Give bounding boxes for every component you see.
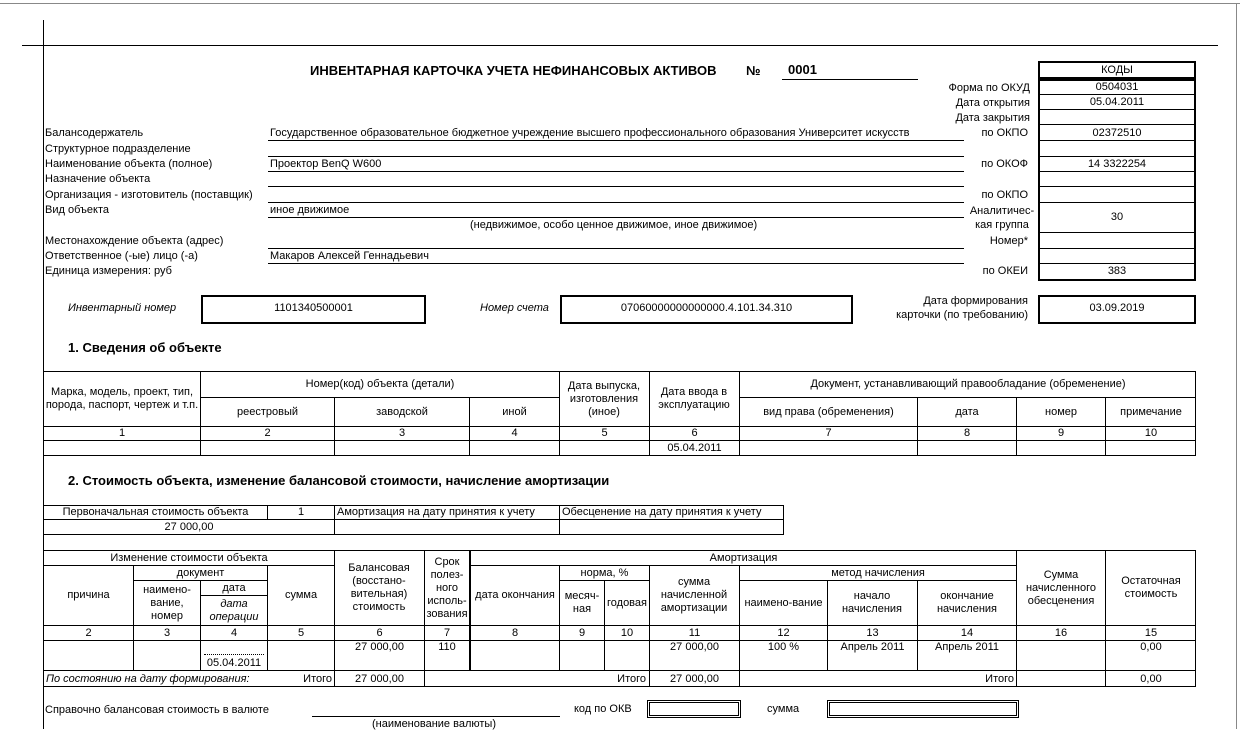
kind-value: иное движимое [270, 204, 350, 216]
t2-num: 7 [443, 626, 451, 639]
s1-col-date: дата [955, 405, 979, 418]
t2-num: 8 [511, 626, 519, 639]
t2-row-term: 110 [438, 641, 456, 653]
s1-num: 8 [963, 427, 971, 439]
field-underline [268, 140, 964, 141]
account-number: 07060000000000000.4.101.34.310 [620, 302, 793, 314]
t2-num: 6 [376, 626, 383, 639]
card-number-underline [782, 79, 918, 80]
s1-row-line [43, 440, 1196, 441]
card-number: 0001 [788, 62, 817, 77]
okud-label: Форма по ОКУД [948, 82, 1030, 94]
number-code-label: Номер* [989, 235, 1028, 247]
section1-title: 1. Сведения об объекте [68, 340, 222, 355]
initial-col-line [334, 505, 335, 535]
codes-divider [1040, 124, 1194, 125]
field-underline [268, 248, 964, 249]
t2-term: Срок полез-ного исполь-зования [426, 555, 468, 620]
t2-accrued: сумма начисленной амортизации [660, 576, 728, 614]
okei-label: по ОКЕИ [982, 265, 1028, 277]
t2-reason: причина [67, 589, 110, 601]
s1-col-brand: Марка, модель, проект, тип, порода, паспорт, чертеж и т.п. [45, 386, 199, 411]
analytic-group: 30 [1110, 211, 1124, 223]
s1-num: 4 [511, 427, 518, 439]
initial-cost-label: Первоначальная стоимость объекта [62, 506, 249, 518]
responsible-value: Макаров Алексей Геннадьевич [270, 250, 429, 262]
field-underline [268, 263, 964, 264]
t2-end-date: дата окончания [475, 589, 555, 601]
t2-col-line [1105, 550, 1106, 687]
inventory-number-label: Инвентарный номер [68, 302, 177, 314]
okpo-label: по ОКПО [981, 127, 1028, 139]
s1-col-commission: Дата ввода в эксплуатацию [658, 386, 730, 411]
codes-divider [1040, 202, 1194, 203]
currency-underline [312, 716, 560, 717]
t2-num: 12 [777, 626, 790, 639]
t2-col-line [334, 550, 335, 687]
t2-row-balance: 27 000,00 [355, 641, 404, 653]
s1-num: 6 [691, 427, 698, 439]
t2-num: 2 [85, 626, 92, 639]
codes-divider [1040, 263, 1194, 264]
field-underline [268, 156, 964, 157]
t2-num: 15 [1144, 626, 1158, 639]
okud-code: 0504031 [1095, 81, 1139, 93]
s1-num: 9 [1057, 427, 1065, 439]
field-underline [268, 186, 964, 187]
kind-hint: (недвижимое, особо ценное движимое, иное движимое) [470, 219, 758, 231]
open-date: 05.04.2011 [1089, 96, 1145, 108]
holder-label: Балансодержатель [45, 127, 144, 139]
initial-amort-label: Амортизация на дату принятия к учету [337, 506, 535, 518]
account-number-label: Номер счета [480, 302, 549, 314]
t2-document: документ [176, 566, 225, 579]
s1-commission-value: 05.04.2011 [667, 442, 722, 454]
codes-divider [1040, 186, 1194, 187]
s1-col-number: Номер(код) объекта (детали) [305, 378, 455, 390]
location-label: Местонахождение объекта (адрес) [45, 235, 224, 247]
t2-num: 9 [578, 626, 586, 639]
t2-num: 4 [230, 626, 238, 639]
okof-label: по ОКОФ [981, 158, 1028, 170]
t2-col-line [1016, 550, 1017, 687]
s1-col-line [559, 371, 560, 456]
formed-date-label-2: карточки (по требованию) [896, 309, 1028, 321]
okpo-code: 02372510 [1092, 127, 1142, 139]
t2-norm: норма, % [580, 566, 629, 579]
s1-col-other: иной [502, 405, 527, 418]
analytic-label-1: Аналитичес- [969, 205, 1035, 217]
codes-divider [1040, 156, 1194, 157]
s1-col-right: вид права (обременения) [763, 405, 894, 418]
t2-method-name: наимено-вание [744, 596, 823, 609]
codes-divider [1040, 140, 1194, 141]
s1-num: 3 [398, 427, 406, 439]
t2-date-dotted [204, 654, 264, 655]
holder-value: Государственное образовательное бюджетное учреждение высшего профессионального образования Университет искусств [270, 127, 910, 139]
page-title: ИНВЕНТАРНАЯ КАРТОЧКА УЧЕТА НЕФИНАНСОВЫХ АКТИВОВ [310, 63, 717, 78]
s1-num: 7 [825, 427, 832, 439]
t2-row-date: 05.04.2011 [206, 656, 262, 669]
t2-row-method: 100 % [767, 641, 800, 653]
currency-sum-label: сумма [767, 703, 800, 715]
analytic-label-2: кая группа [975, 219, 1029, 231]
number-sign: № [746, 63, 761, 78]
close-date-label: Дата закрытия [955, 112, 1030, 124]
t2-total-balance: 27 000,00 [355, 672, 404, 685]
currency-hint: (наименование валюты) [372, 718, 496, 730]
s1-col-reg: реестровый [236, 405, 299, 418]
formed-date: 03.09.2019 [1089, 302, 1145, 314]
t2-row-finish: Апрель 2011 [934, 641, 1000, 653]
name-label: Наименование объекта (полное) [45, 158, 213, 170]
t2-total-accrued: 27 000,00 [670, 672, 719, 685]
s1-num: 5 [601, 427, 608, 439]
page-right-border [1236, 3, 1237, 729]
t2-change: Изменение стоимости объекта [110, 551, 268, 564]
purpose-label: Назначение объекта [45, 173, 151, 185]
t2-num: 5 [297, 626, 305, 639]
t2-sum: сумма [284, 589, 318, 601]
okv-code-box [647, 700, 741, 718]
s1-col-doc: Документ, устанавливающий правообладание (обременение) [810, 378, 1126, 390]
currency-label: Справочно балансовая стоимость в валюте [45, 704, 269, 716]
t2-total-label: Итого [617, 673, 646, 685]
crop-line-top [22, 45, 1218, 46]
okv-label: код по ОКВ [574, 703, 632, 715]
s1-col-num: номер [1045, 405, 1077, 418]
measure-label: Единица измерения: руб [45, 265, 172, 277]
t2-total-label: Итого [303, 673, 332, 685]
t2-total-residual: 0,00 [1140, 672, 1162, 685]
s1-num: 2 [264, 427, 271, 439]
t2-row-line [43, 670, 1196, 671]
t2-row-start: Апрель 2011 [840, 641, 905, 653]
section2-title: 2. Стоимость объекта, изменение балансовой стоимости, начисление амортизации [68, 473, 610, 488]
t2-doc-date-hint: дата операции [209, 597, 259, 623]
formed-date-label-1: Дата формирования [923, 295, 1028, 307]
codes-divider [1040, 171, 1194, 172]
codes-divider [1040, 94, 1194, 95]
t2-num: 14 [960, 626, 974, 639]
t2-start: начало начисления [841, 590, 903, 615]
okei-code: 383 [1107, 265, 1127, 277]
t2-row-accrued: 27 000,00 [670, 641, 719, 653]
initial-col-line [559, 505, 560, 535]
kind-label: Вид объекта [45, 204, 109, 216]
unit-label: Структурное подразделение [45, 143, 191, 155]
t2-amortization: Амортизация [709, 551, 778, 564]
s1-num: 10 [1144, 427, 1158, 439]
t2-num: 13 [866, 626, 879, 639]
responsible-label: Ответственное (-ые) лицо (-а) [45, 250, 198, 262]
t2-monthly: месяч-ная [564, 590, 600, 615]
t2-num: 11 [688, 626, 701, 639]
okof-code: 14 3322254 [1087, 158, 1147, 170]
maker-label: Организация - изготовитель (поставщик) [45, 189, 253, 201]
initial-impair-label: Обесценение на дату принятия к учету [562, 506, 762, 518]
codes-divider [1040, 109, 1194, 110]
initial-cost-code: 1 [297, 506, 305, 518]
currency-sum-box [827, 700, 1019, 718]
s1-col-factory: заводской [376, 405, 428, 418]
field-underline [268, 217, 964, 218]
t2-yearly: годовая [607, 596, 647, 609]
t2-doc-name: наимено-вание, номер [143, 583, 191, 622]
s1-col-note: примечание [1120, 405, 1182, 418]
okpo2-label: по ОКПО [981, 189, 1028, 201]
inventory-number: 1101340500001 [274, 302, 353, 314]
t2-num: 3 [163, 626, 171, 639]
t2-impair-sum: Сумма начисленного обесценения [1025, 568, 1097, 607]
t2-num: 16 [1054, 626, 1068, 639]
t2-col-line [469, 550, 471, 670]
t2-num: 10 [620, 626, 634, 639]
name-value: Проектор BenQ W600 [270, 158, 382, 170]
s1-col-issue: Дата выпуска, изготовления (иное) [567, 379, 641, 418]
page-top-border [0, 3, 1240, 4]
codes-divider [1040, 248, 1194, 249]
codes-header: КОДЫ [1101, 64, 1133, 76]
t2-balance: Балансовая (восстано-вительная) стоимость [348, 562, 410, 613]
t2-asof-label: По состоянию на дату формирования: [46, 673, 250, 685]
t2-doc-date: дата [222, 581, 246, 594]
t2-row-residual: 0,00 [1140, 641, 1162, 653]
s1-num: 1 [118, 427, 126, 439]
codes-divider [1040, 232, 1194, 233]
initial-cost-value: 27 000,00 [164, 520, 214, 533]
t2-total-label: Итого [985, 673, 1014, 685]
open-date-label: Дата открытия [955, 97, 1030, 109]
field-underline [268, 171, 964, 172]
t2-finish: окончание начисления [936, 590, 998, 615]
t2-row-line [43, 640, 1196, 641]
field-underline [268, 202, 964, 203]
t2-residual: Остаточная стоимость [1121, 575, 1181, 600]
t2-method: метод начисления [831, 566, 925, 579]
